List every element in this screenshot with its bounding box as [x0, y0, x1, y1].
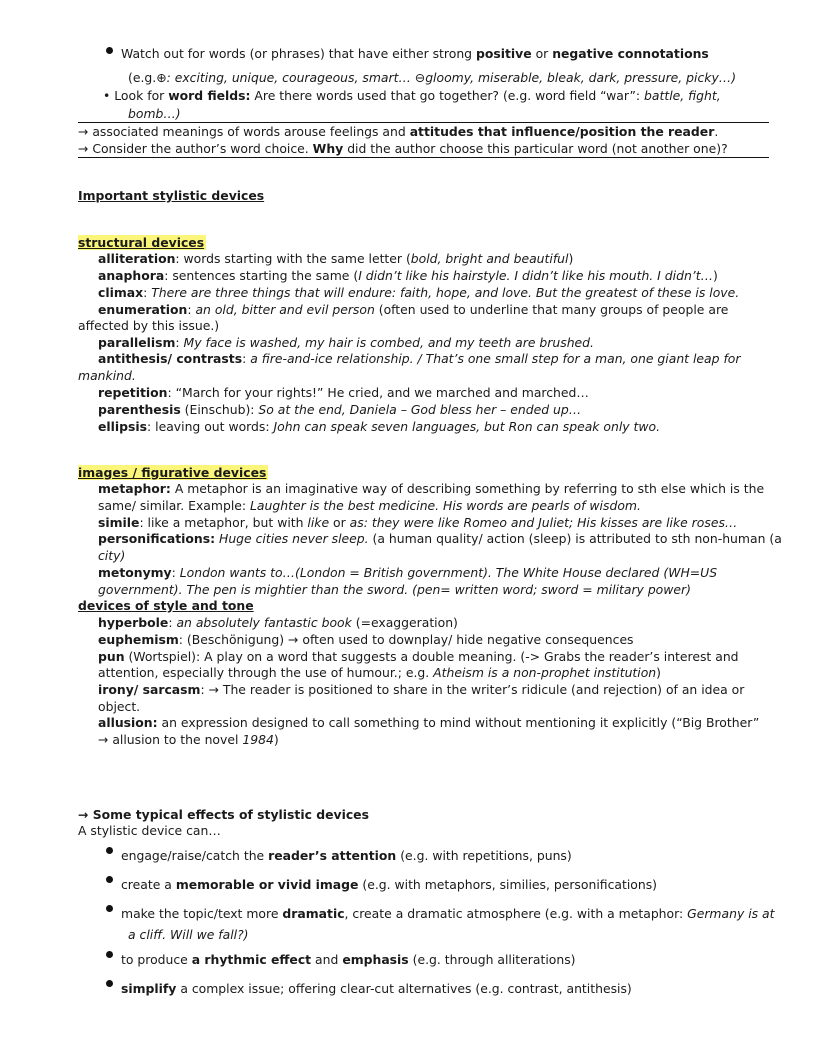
item-antithesis-cont [78, 368, 136, 385]
example: Germany is at [687, 906, 775, 921]
item-pun [98, 649, 739, 666]
term: metaphor: [98, 481, 171, 496]
plus-icon: ⊕ [156, 70, 167, 85]
text-italic: : exciting, unique, courageous, smart… [166, 70, 411, 85]
item-metaphor-cont [98, 498, 641, 515]
text: or [531, 46, 553, 61]
item-euphemism [98, 632, 634, 649]
text: (e.g. through alliterations) [408, 952, 576, 967]
effect-rhythmic [121, 952, 576, 969]
text: , create a dramatic atmosphere (e.g. with a metaphor: [344, 906, 688, 921]
term: antithesis/ contrasts [98, 351, 243, 366]
example: an old, bitter and evil person [195, 302, 375, 317]
heading: devices of style and tone [78, 598, 254, 613]
effects-heading [78, 807, 369, 824]
text: (often used to underline that many groups of people are [374, 302, 729, 317]
important-devices-heading [78, 188, 264, 205]
text: ) [273, 732, 279, 747]
text: ) [656, 665, 662, 680]
effect-dramatic [121, 906, 775, 923]
effect-attention [121, 848, 572, 865]
text: : like a metaphor, but with [139, 515, 308, 530]
text: . [714, 124, 719, 139]
text: object. [98, 699, 141, 714]
example: I didn’t like his hairstyle. I didn’t like his mouth. I didn’t… [358, 268, 713, 283]
bullet-dot [106, 951, 113, 958]
style-heading [78, 598, 254, 615]
text: A stylistic device can… [78, 823, 221, 838]
intro-arrow-word-choice [78, 141, 728, 158]
example: 1984 [242, 732, 274, 747]
text: → Consider the author’s word choice. [78, 141, 313, 156]
term: pun [98, 649, 125, 664]
text: : [187, 302, 196, 317]
intro-connotations-examples [128, 70, 736, 87]
example: John can speak seven languages, but Ron can speak only two. [273, 419, 661, 434]
heading: Important stylistic devices [78, 188, 265, 203]
example: a cliff. Will we fall?) [128, 927, 249, 942]
example: like [307, 515, 330, 530]
text-bold: memorable or vivid image [175, 877, 359, 892]
text: attention, especially through the use of humour.; e.g. [98, 665, 434, 680]
text: (a human quality/ action (sleep) is attributed to sth non-human (a [368, 531, 782, 546]
text: Watch out for words (or phrases) that have either strong [121, 46, 476, 61]
item-parenthesis [98, 402, 581, 419]
text: : [168, 615, 177, 630]
text: : leaving out words: [147, 419, 274, 434]
item-enumeration [98, 302, 728, 319]
item-simile [98, 515, 737, 532]
effect-simplify [121, 981, 632, 998]
example: My face is washed, my hair is combed, and my teeth are brushed. [183, 335, 594, 350]
example: an absolutely fantastic book [176, 615, 352, 630]
text-bold: reader’s attention [268, 848, 397, 863]
item-allusion-cont [98, 732, 279, 749]
text-bold: emphasis [342, 952, 409, 967]
text-bold: a rhythmic effect [191, 952, 312, 967]
text: Are there words used that go together? (e.g. word field “war”: [250, 88, 645, 103]
term: climax [98, 285, 144, 300]
example: There are three things that will endure: faith, hope, and love. But the greatest of these is love. [151, 285, 740, 300]
item-irony [98, 682, 744, 699]
heading-highlighted: images / figurative devices [78, 465, 267, 480]
text-bold: Why [312, 141, 344, 156]
text-bold: dramatic [282, 906, 345, 921]
bullet-dot [106, 47, 113, 54]
text: : [175, 335, 184, 350]
item-metonymy [98, 565, 717, 582]
intro-word-fields-cont [128, 106, 181, 123]
minus-icon: ⊖ [414, 70, 426, 85]
text-italic: bomb…) [128, 106, 181, 121]
divider [78, 157, 769, 158]
example: as: they were like Romeo and Juliet; His kisses are like roses… [349, 515, 738, 530]
item-enumeration-cont [78, 318, 219, 335]
text: (=exaggeration) [351, 615, 458, 630]
item-anaphora [98, 268, 718, 285]
item-metonymy-cont [98, 582, 691, 599]
bullet-dot [106, 847, 113, 854]
text: → allusion to the novel [98, 732, 243, 747]
effect-dramatic-cont [128, 927, 249, 944]
structural-heading [78, 235, 206, 252]
text: (e.g. with metaphors, similies, personifications) [358, 877, 657, 892]
text: (Wortspiel): A play on a word that suggests a double meaning. (-> Grabs the reader’s interest and [124, 649, 739, 664]
term: euphemism [98, 632, 179, 647]
item-repetition [98, 385, 589, 402]
text-bold: attitudes that influence/position the reader [409, 124, 715, 139]
example: So at the end, Daniela – God bless her – ended up… [258, 402, 582, 417]
example: government). The pen is mightier than the sword. (pen= written word; sword = military power) [98, 582, 691, 597]
text: an expression designed to call something to mind without mentioning it explicitly (“Big Brother” [157, 715, 760, 730]
item-climax [98, 285, 739, 302]
text: : [143, 285, 152, 300]
text: create a [121, 877, 176, 892]
text: or [329, 515, 350, 530]
bullet-dot [106, 980, 113, 987]
text: → associated meanings of words arouse feelings and [78, 124, 410, 139]
term: alliteration [98, 251, 176, 266]
heading-highlighted: structural devices [78, 235, 205, 250]
text: : [242, 351, 251, 366]
term: personifications: [98, 531, 216, 546]
term: irony/ sarcasm [98, 682, 201, 697]
bullet-dot [106, 905, 113, 912]
term: anaphora [98, 268, 165, 283]
item-hyperbole [98, 615, 458, 632]
example: London wants to…(London = British government). The White House declared (WH=US [179, 565, 718, 580]
text: to produce [121, 952, 192, 967]
text: (Einschub): [180, 402, 259, 417]
item-irony-cont [98, 699, 140, 716]
term: parallelism [98, 335, 176, 350]
term: simile [98, 515, 140, 530]
example: bold, bright and beautiful [410, 251, 569, 266]
text: ) [568, 251, 574, 266]
item-metaphor [98, 481, 764, 498]
term: parenthesis [98, 402, 181, 417]
item-parallelism [98, 335, 594, 352]
term: ellipsis [98, 419, 148, 434]
text-bold: word fields: [168, 88, 251, 103]
text: and [311, 952, 343, 967]
item-personification [98, 531, 782, 548]
example: Huge cities never sleep. [215, 531, 369, 546]
text: • Look for [103, 88, 169, 103]
item-allusion [98, 715, 759, 732]
item-antithesis [98, 351, 740, 368]
text: affected by this issue.) [78, 318, 220, 333]
text-italic: battle, fight, [644, 88, 721, 103]
text: : (Beschönigung) → often used to downplay/ hide negative consequences [178, 632, 634, 647]
text-bold: negative connotations [552, 46, 709, 61]
intro-bullet-word-fields [103, 88, 721, 105]
text: : words starting with the same letter ( [175, 251, 411, 266]
term: repetition [98, 385, 168, 400]
intro-arrow-attitudes [78, 124, 718, 141]
text: a complex issue; offering clear-cut alternatives (e.g. contrast, antithesis) [176, 981, 632, 996]
text: engage/raise/catch the [121, 848, 269, 863]
example: . / That’s one small step for a man, one giant leap for [409, 351, 741, 366]
term: hyperbole [98, 615, 169, 630]
example: a fire-and-ice relationship [250, 351, 410, 366]
text-italic: gloomy, miserable, bleak, dark, pressure, picky…) [425, 70, 737, 85]
term: metonymy [98, 565, 172, 580]
text: make the topic/text more [121, 906, 283, 921]
item-personification-cont [98, 548, 125, 565]
item-ellipsis [98, 419, 660, 436]
example: city) [98, 548, 126, 563]
text-bold: positive [475, 46, 532, 61]
text: ) [713, 268, 718, 283]
item-pun-cont [98, 665, 661, 682]
heading: → Some typical effects of stylistic devices [78, 807, 369, 822]
term: allusion: [98, 715, 158, 730]
text-bold: simplify [121, 981, 177, 996]
text: (e.g. with repetitions, puns) [396, 848, 572, 863]
text: A metaphor is an imaginative way of describing something by referring to sth else which is the [170, 481, 765, 496]
text: same/ similar. Example: [98, 498, 251, 513]
item-alliteration [98, 251, 573, 268]
example: Laughter is the best medicine. His words are pearls of wisdom. [250, 498, 641, 513]
text: : “March for your rights!” He cried, and we marched and marched… [167, 385, 589, 400]
text: : sentences starting the same ( [164, 268, 359, 283]
example: mankind. [78, 368, 136, 383]
text: did the author choose this particular word (not another one)? [343, 141, 728, 156]
example: Atheism is a non-prophet institution [433, 665, 657, 680]
effects-subheading [78, 823, 221, 840]
bullet-dot [106, 876, 113, 883]
effect-image [121, 877, 657, 894]
intro-bullet-connotations [121, 46, 709, 63]
text: : → The reader is positioned to share in the writer’s ridicule (and rejection) of an idea or [200, 682, 745, 697]
text: (e.g. [128, 70, 157, 85]
text: : [171, 565, 180, 580]
images-heading [78, 465, 268, 482]
term: enumeration [98, 302, 188, 317]
